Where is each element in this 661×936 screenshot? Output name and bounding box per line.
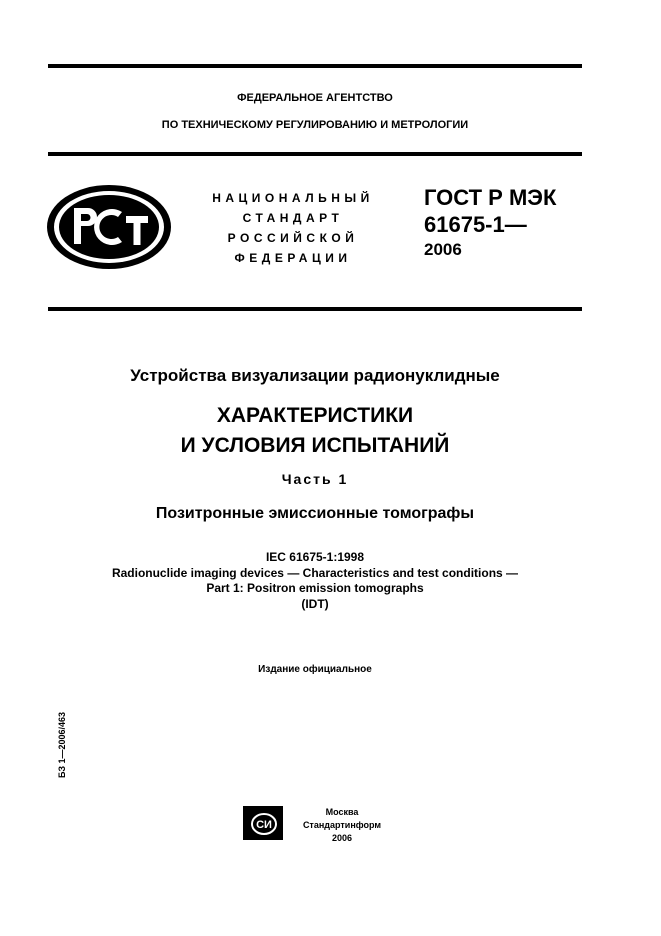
document-title-line2: И УСЛОВИЯ ИСПЫТАНИЙ xyxy=(180,434,450,457)
standard-type-line1: НАЦИОНАЛЬНЫЙ xyxy=(212,191,374,205)
side-code: БЗ 1—2006/463 xyxy=(57,711,67,779)
publisher-logo-text: СИ xyxy=(256,819,272,831)
edition-note: Издание официальное xyxy=(258,664,372,675)
publisher-city: Москва xyxy=(325,807,359,817)
designation-line2: 61675-1— xyxy=(424,212,527,237)
header-rule xyxy=(48,152,582,156)
document-part: Часть 1 xyxy=(281,471,349,487)
agency-name-line1: ФЕДЕРАЛЬНОЕ АГЕНТСТВО xyxy=(237,92,393,104)
iec-title-line1: Radionuclide imaging devices — Characteristics and test conditions — xyxy=(111,566,519,580)
document-subject: Устройства визуализации радионуклидные xyxy=(130,366,500,385)
iec-number: IEC 61675-1:1998 xyxy=(265,550,365,564)
agency-name-line2: ПО ТЕХНИЧЕСКОМУ РЕГУЛИРОВАНИЮ И МЕТРОЛОГИИ xyxy=(161,119,469,131)
designation-line1: ГОСТ Р МЭК xyxy=(424,185,557,210)
standard-type-line3: РОССИЙСКОЙ xyxy=(227,231,359,245)
publisher-info xyxy=(292,806,392,845)
publisher-logo-icon xyxy=(243,806,283,840)
standard-type xyxy=(196,188,390,268)
publisher-name: Стандартинформ xyxy=(302,820,382,830)
document-part-title: Позитронные эмиссионные томографы xyxy=(155,505,475,522)
iec-title-line2: Part 1: Positron emission tomographs xyxy=(206,581,424,595)
title-block-rule xyxy=(48,307,582,311)
rst-logo-icon xyxy=(44,182,174,272)
publisher-year: 2006 xyxy=(331,833,353,843)
standard-designation xyxy=(424,184,556,262)
standard-type-line4: ФЕДЕРАЦИИ xyxy=(234,251,352,265)
iec-mark: (IDT) xyxy=(301,597,329,611)
document-title-line1: ХАРАКТЕРИСТИКИ xyxy=(216,404,414,427)
top-rule xyxy=(48,64,582,68)
standard-type-line2: СТАНДАРТ xyxy=(242,211,344,225)
designation-year: 2006 xyxy=(424,240,462,259)
